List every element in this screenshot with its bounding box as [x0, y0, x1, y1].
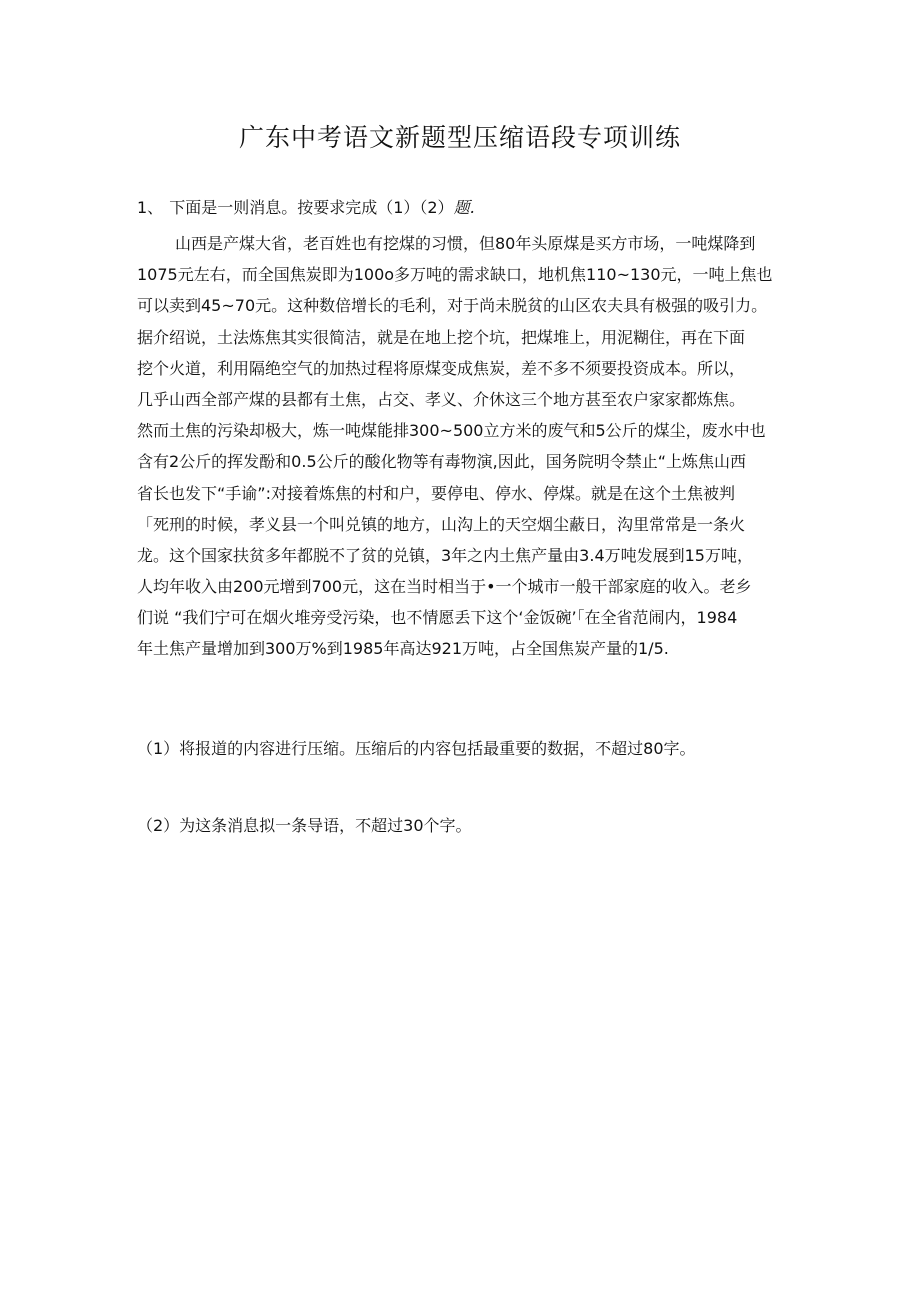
question-number: 1、	[137, 198, 164, 217]
passage-line: 龙。这个国家扶贫多年都脱不了贫的兑镇，3年之内土焦产量由3.4万吨发展到15万吨，	[137, 545, 753, 565]
passage-line: 山西是产煤大省，老百姓也有挖煤的习惯，但80年头原煤是买方市场，一吨煤降到	[175, 234, 756, 253]
passage-line: 人均年收入由200元增到700元，这在当时相当于•一个城市一般干部家庭的收入。老乡	[137, 577, 752, 597]
passage-line: 挖个火道，利用隔绝空气的加热过程将原煤变成焦炭，差不多不须要投资成本。所以，	[137, 358, 746, 378]
passage-line: 省长也发下“手谕”:对接着炼焦的村和户，要停电、停水、停煤。就是在这个土焦被判	[137, 483, 735, 503]
passage-line: 含有2公斤的挥发酚和0.5公斤的酸化物等有毒物演,因此，国务院明令禁止“上炼焦山西	[137, 452, 747, 472]
page-title: 广东中考语文新题型压缩语段专项训练	[238, 123, 681, 152]
news-passage	[137, 228, 797, 665]
passage-line: 据介绍说，土法炼焦其实很简洁，就是在地上挖个坑，把煤堆上，用泥糊住，再在下面	[137, 327, 746, 347]
passage-line: 「死刑的时候，孝义县一个叫兑镇的地方，山沟上的天空烟尘蔽日，沟里常常是一条火	[137, 514, 746, 534]
passage-line: 几乎山西全部产煤的县都有土焦，占交、孝义、介休这三个地方甚至农户家家都炼焦。	[137, 389, 746, 409]
question-suffix: 题.	[453, 198, 475, 217]
passage-line: 可以卖到45~70元。这种数倍增长的毛利，对于尚未脱贫的山区农夫具有极强的吸引力。	[137, 296, 768, 316]
passage-line: 年土焦产量增加到300万%到1985年高达921万吨，占全国焦炭产量的1/5.	[137, 639, 669, 659]
question-text: 下面是一则消息。按要求完成（1）（2）	[169, 198, 454, 217]
sub-question-2: （2）为这条消息拟一条导语，不超过30个字。	[137, 816, 472, 835]
sub-question-1: （1）将报道的内容进行压缩。压缩后的内容包括最重要的数据，不超过80字。	[137, 739, 696, 758]
passage-line: 然而土焦的污染却极大，炼一吨煤能排300~500立方米的废气和5公斤的煤尘，废水中也	[137, 421, 766, 441]
question-prompt	[137, 195, 797, 221]
passage-line: 1075元左右，而全国焦炭即为100o多万吨的需求缺口，地机焦110~130元，一吨上焦也	[137, 265, 773, 285]
passage-line: 们说 “我们宁可在烟火堆旁受污染，也不情愿丢下这个‘金饭碗’「在全省范闹内，1984	[137, 608, 738, 628]
